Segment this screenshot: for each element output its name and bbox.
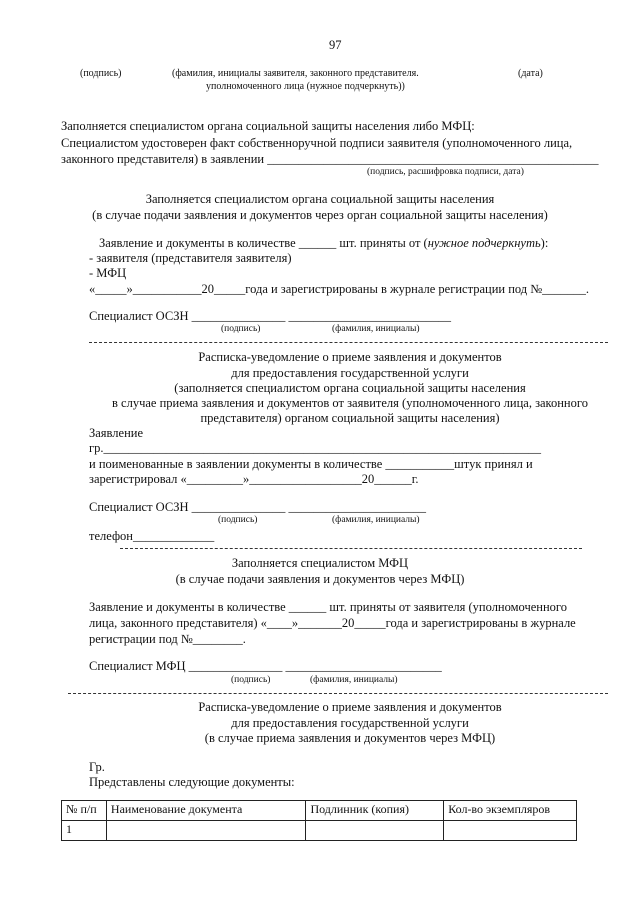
caption-date: (дата) bbox=[518, 68, 543, 79]
caption-name: (фамилия, инициалы заявителя, законного представителя. bbox=[172, 68, 419, 79]
table-cell bbox=[444, 821, 577, 841]
block2-title1: Заполняется специалистом органа социальной защиты населения bbox=[145, 192, 495, 206]
block1-line3: законного представителя) в заявлении _____________________________________________________ bbox=[61, 152, 599, 166]
page-number: 97 bbox=[329, 38, 342, 52]
caption-name-2: уполномоченного лица (нужное подчеркнуть)) bbox=[206, 81, 405, 92]
separator-3 bbox=[68, 693, 608, 694]
table-header-cell: Кол-во экземпляров bbox=[444, 801, 577, 821]
block4-line3: регистрации под №________. bbox=[89, 632, 246, 646]
block5-title1: Расписка-уведомление о приеме заявления и документов bbox=[198, 700, 502, 714]
block4-title2: (в случае подачи заявления и документов через МФЦ) bbox=[175, 572, 465, 586]
table-row bbox=[62, 821, 577, 841]
block3-title1: Расписка-уведомление о приеме заявления и документов bbox=[198, 350, 502, 364]
block5-title2: для предоставления государственной услуги bbox=[231, 716, 469, 730]
block2-line1-end: ): bbox=[540, 236, 549, 250]
block2-cap-sign: (подпись) bbox=[221, 324, 261, 334]
block3-cap-sign: (подпись) bbox=[218, 515, 258, 525]
block2-line1-italic: нужное подчеркнуть bbox=[427, 236, 541, 250]
block5-title3: (в случае приема заявления и документов через МФЦ) bbox=[204, 731, 496, 745]
block1-caption: (подпись, расшифровка подписи, дата) bbox=[367, 167, 524, 177]
block3-cap-name: (фамилия, инициалы) bbox=[332, 515, 420, 525]
block4-cap-sign: (подпись) bbox=[231, 675, 271, 685]
block3-specialist: Специалист ОСЗН _______________ ______________________ bbox=[89, 500, 426, 514]
block3-line2: гр.______________________________________________________________________ bbox=[89, 441, 542, 455]
table-header-row bbox=[62, 801, 577, 821]
table-cell: 1 bbox=[62, 821, 107, 841]
block4-line2: лица, законного представителя) «____»_______20_____года и зарегистрированы в журнале bbox=[89, 616, 576, 630]
separator-1 bbox=[89, 342, 608, 343]
block3-title4: в случае приема заявления и документов от заявителя (уполномоченного лица, законного bbox=[112, 396, 588, 410]
block2-line1 bbox=[99, 236, 548, 251]
block2-item2: - МФЦ bbox=[89, 266, 127, 280]
block4-title1: Заполняется специалистом МФЦ bbox=[231, 556, 409, 570]
block2-cap-name: (фамилия, инициалы) bbox=[332, 324, 420, 334]
block2-title2: (в случае подачи заявления и документов через орган социальной защиты населения) bbox=[92, 208, 548, 222]
block3-title3: (заполняется специалистом органа социальной защиты населения bbox=[174, 381, 526, 395]
block3-title5: представителя) органом социальной защиты населения) bbox=[200, 411, 500, 425]
table-header-cell: Подлинник (копия) bbox=[306, 801, 444, 821]
block4-line1: Заявление и документы в количестве ______ шт. приняты от заявителя (уполномоченного bbox=[89, 600, 568, 614]
block5-line2: Представлены следующие документы: bbox=[89, 775, 295, 789]
block2-line1-start: Заявление и документы в количестве ______ шт. приняты от ( bbox=[99, 236, 428, 250]
block4-cap-name: (фамилия, инициалы) bbox=[310, 675, 398, 685]
block5-line1: Гр. bbox=[89, 760, 105, 774]
block2-reg-line: «_____»___________20_____года и зарегистрированы в журнале регистрации под №_______. bbox=[89, 282, 590, 296]
block3-phone: телефон_____________ bbox=[89, 529, 215, 543]
block3-line1: Заявление bbox=[89, 426, 144, 440]
documents-table bbox=[61, 800, 577, 841]
separator-2 bbox=[120, 548, 582, 549]
table-cell bbox=[306, 821, 444, 841]
caption-signature: (подпись) bbox=[80, 68, 122, 79]
block3-title2: для предоставления государственной услуги bbox=[231, 366, 469, 380]
block3-line4: зарегистрировал «_________»__________________20______г. bbox=[89, 472, 419, 486]
block4-specialist: Специалист МФЦ _______________ _________________________ bbox=[89, 659, 442, 673]
table-header-cell: Наименование документа bbox=[106, 801, 306, 821]
block2-specialist: Специалист ОСЗН _______________ __________________________ bbox=[89, 309, 451, 323]
table-cell bbox=[106, 821, 306, 841]
block2-item1: - заявителя (представителя заявителя) bbox=[89, 251, 292, 265]
table-header-cell: № п/п bbox=[62, 801, 107, 821]
block1-line1: Заполняется специалистом органа социальной защиты населения либо МФЦ: bbox=[61, 119, 475, 133]
block1-line2: Специалистом удостоверен факт собственноручной подписи заявителя (уполномоченного лица, bbox=[61, 136, 573, 150]
block3-line3: и поименованные в заявлении документы в количестве ___________штук принял и bbox=[89, 457, 533, 471]
